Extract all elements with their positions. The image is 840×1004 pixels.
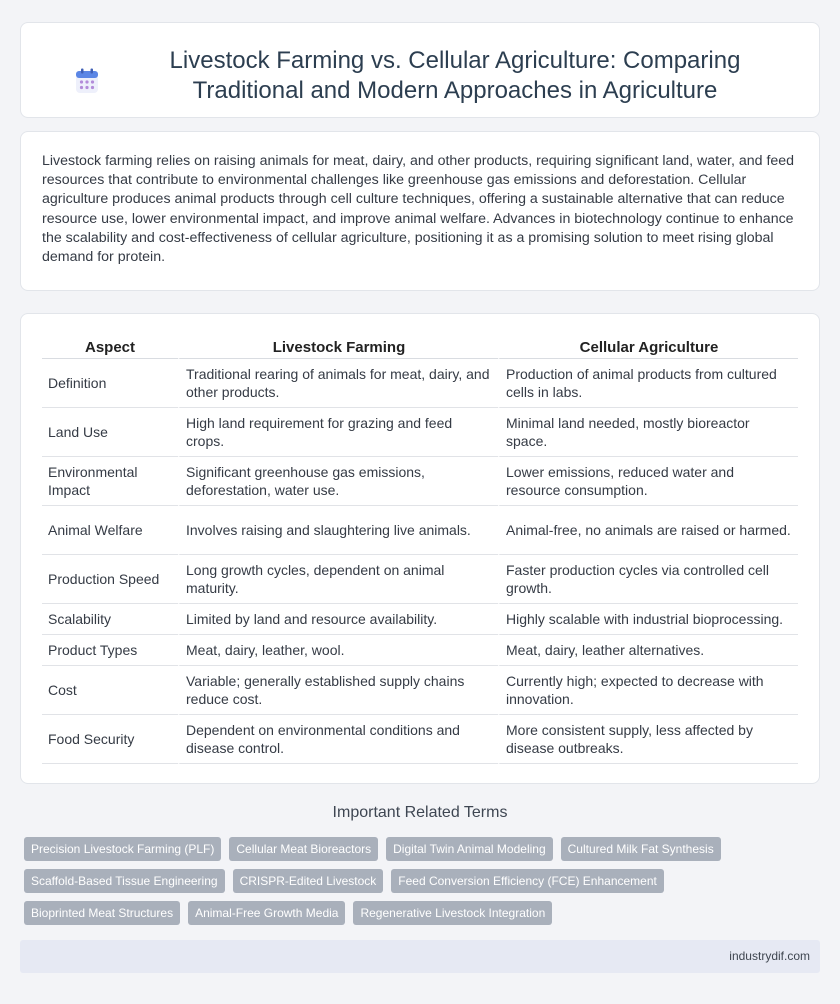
row-aspect: Animal Welfare	[42, 506, 178, 555]
calendar-icon	[75, 68, 99, 94]
row-livestock: Meat, dairy, leather, wool.	[178, 635, 498, 666]
row-livestock: High land requirement for grazing and feed crops.	[178, 408, 498, 457]
table-row	[42, 666, 798, 715]
row-aspect: Cost	[42, 666, 178, 715]
row-cellular: Meat, dairy, leather alternatives.	[498, 635, 798, 666]
table-row	[42, 359, 798, 408]
row-cellular: Animal-free, no animals are raised or harmed.	[498, 506, 798, 555]
row-cellular: Lower emissions, reduced water and resource consumption.	[498, 457, 798, 506]
row-aspect: Land Use	[42, 408, 178, 457]
header-aspect: Aspect	[42, 334, 178, 359]
table-row	[42, 408, 798, 457]
related-term-tag[interactable]: Regenerative Livestock Integration	[353, 901, 552, 925]
comparison-table	[42, 334, 798, 764]
row-livestock: Limited by land and resource availability.	[178, 604, 498, 635]
comparison-card	[20, 313, 820, 784]
footer	[20, 940, 820, 973]
row-cellular: Minimal land needed, mostly bioreactor space.	[498, 408, 798, 457]
row-aspect: Product Types	[42, 635, 178, 666]
row-cellular: More consistent supply, less affected by disease outbreaks.	[498, 715, 798, 764]
row-cellular: Highly scalable with industrial bioprocessing.	[498, 604, 798, 635]
related-term-tag[interactable]: Cellular Meat Bioreactors	[229, 837, 378, 861]
related-term-tag[interactable]: Scaffold-Based Tissue Engineering	[24, 869, 225, 893]
header-livestock-farming: Livestock Farming	[178, 334, 498, 359]
table-row	[42, 555, 798, 604]
intro-paragraph: Livestock farming relies on raising animals for meat, dairy, and other products, requiring significant land, water, and feed resources that contribute to environmental challenges like greenhouse gas emissions and deforestation. Cellular agriculture produces animal products through cell culture techniques, offering a sustainable alternative that can reduce resource use, lower environmental impact, and improve animal welfare. Advances in biotechnology continue to enhance the scalability and cost-effectiveness of cellular agriculture, positioning it as a promising solution to meet rising global demand for protein.	[42, 153, 795, 266]
row-livestock: Involves raising and slaughtering live animals.	[178, 506, 498, 555]
row-livestock: Significant greenhouse gas emissions, deforestation, water use.	[178, 457, 498, 506]
table-row	[42, 715, 798, 764]
row-livestock: Long growth cycles, dependent on animal maturity.	[178, 555, 498, 604]
row-aspect: Scalability	[42, 604, 178, 635]
header-cellular-agriculture: Cellular Agriculture	[498, 334, 798, 359]
related-term-tag[interactable]: Bioprinted Meat Structures	[24, 901, 180, 925]
row-aspect: Food Security	[42, 715, 178, 764]
table-header-row	[42, 334, 798, 359]
related-term-tag[interactable]: Cultured Milk Fat Synthesis	[561, 837, 721, 861]
intro-card	[20, 131, 820, 291]
row-cellular: Currently high; expected to decrease with innovation.	[498, 666, 798, 715]
row-livestock: Variable; generally established supply chains reduce cost.	[178, 666, 498, 715]
table-row	[42, 506, 798, 555]
table-row	[42, 457, 798, 506]
related-terms-title: Important Related Terms	[332, 804, 508, 821]
title-card	[20, 22, 820, 118]
row-aspect: Definition	[42, 359, 178, 408]
related-term-tag[interactable]: CRISPR-Edited Livestock	[233, 869, 384, 893]
row-cellular: Production of animal products from cultured cells in labs.	[498, 359, 798, 408]
row-livestock: Dependent on environmental conditions and disease control.	[178, 715, 498, 764]
table-row	[42, 604, 798, 635]
related-term-tag[interactable]: Digital Twin Animal Modeling	[386, 837, 553, 861]
table-row	[42, 635, 798, 666]
footer-site-link[interactable]: industrydif.com	[729, 949, 810, 963]
row-cellular: Faster production cycles via controlled cell growth.	[498, 555, 798, 604]
row-aspect: Environmental Impact	[42, 457, 178, 506]
related-term-tag[interactable]: Animal-Free Growth Media	[188, 901, 345, 925]
related-term-tag[interactable]: Precision Livestock Farming (PLF)	[24, 837, 221, 861]
related-terms-tags	[24, 837, 824, 933]
related-term-tag[interactable]: Feed Conversion Efficiency (FCE) Enhancement	[391, 869, 664, 893]
row-livestock: Traditional rearing of animals for meat, dairy, and other products.	[178, 359, 498, 408]
page-title: Livestock Farming vs. Cellular Agriculture: Comparing Traditional and Modern Approaches in Agriculture	[169, 47, 741, 104]
row-aspect: Production Speed	[42, 555, 178, 604]
